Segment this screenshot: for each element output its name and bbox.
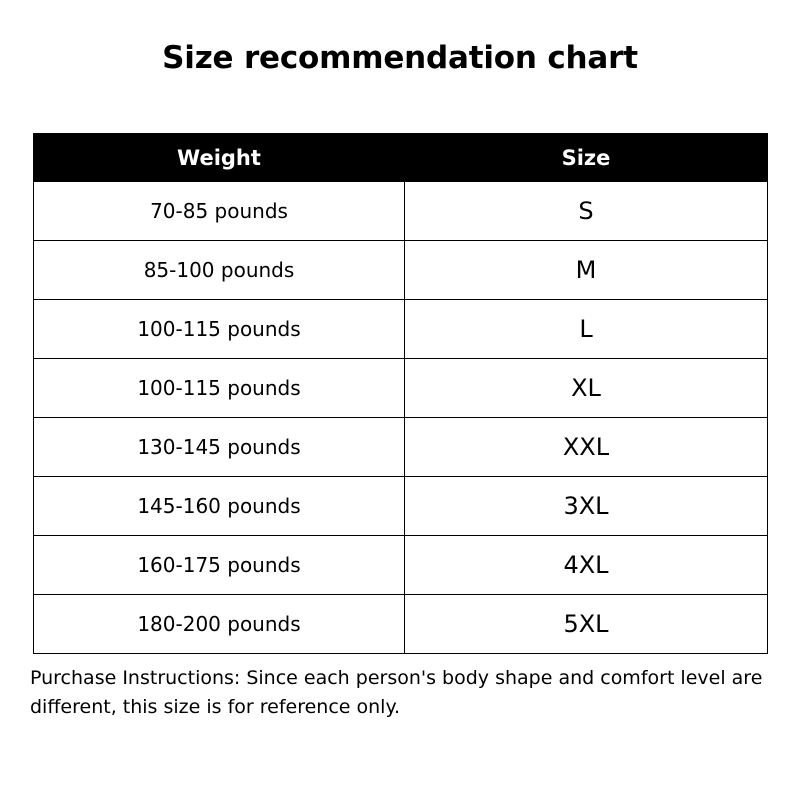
cell-weight: 180-200 pounds	[34, 595, 405, 654]
table-row	[34, 477, 768, 536]
table-row	[34, 536, 768, 595]
table-header-row	[34, 134, 768, 182]
cell-weight: 100-115 pounds	[34, 359, 405, 418]
cell-weight: 100-115 pounds	[34, 300, 405, 359]
cell-size: 3XL	[405, 477, 768, 536]
cell-weight: 160-175 pounds	[34, 536, 405, 595]
table-row	[34, 418, 768, 477]
cell-size: XL	[405, 359, 768, 418]
cell-size: 4XL	[405, 536, 768, 595]
cell-weight: 145-160 pounds	[34, 477, 405, 536]
size-recommendation-table	[33, 133, 768, 654]
column-header-size: Size	[405, 134, 768, 182]
cell-size: L	[405, 300, 768, 359]
table-row	[34, 241, 768, 300]
cell-size: M	[405, 241, 768, 300]
table-body	[34, 182, 768, 654]
table-row	[34, 182, 768, 241]
cell-size: XXL	[405, 418, 768, 477]
size-table-container	[33, 133, 767, 654]
column-header-weight: Weight	[34, 134, 405, 182]
cell-weight: 70-85 pounds	[34, 182, 405, 241]
cell-weight: 130-145 pounds	[34, 418, 405, 477]
table-header	[34, 134, 768, 182]
purchase-instructions-note: Purchase Instructions: Since each person's body shape and comfort level are different, this size is for reference only.	[30, 667, 763, 718]
table-row	[34, 300, 768, 359]
page-title: Size recommendation chart	[162, 40, 638, 76]
cell-size: 5XL	[405, 595, 768, 654]
table-row	[34, 595, 768, 654]
cell-weight: 85-100 pounds	[34, 241, 405, 300]
table-row	[34, 359, 768, 418]
cell-size: S	[405, 182, 768, 241]
